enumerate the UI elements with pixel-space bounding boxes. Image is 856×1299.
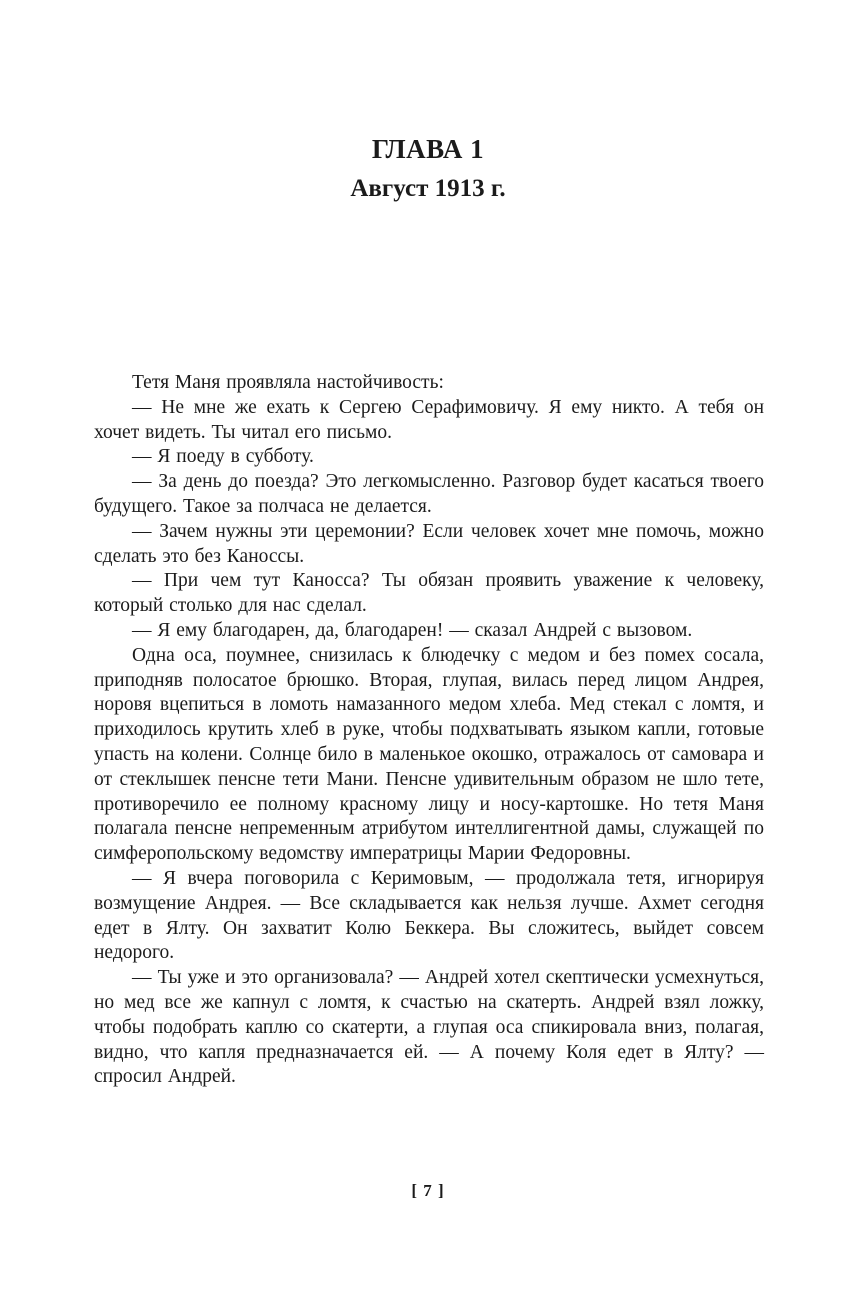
chapter-heading — [0, 134, 856, 203]
paragraph: Одна оса, поумнее, снизилась к блюдечку с медом и без помех сосала, приподняв полосатое брюшко. Вторая, глупая, вилась перед лицом Андрея, норовя вцепиться в ломоть намазанного медом хлеба. Мед стекал с ломтя, и приходилось крутить хлеб в руке, чтобы подхватывать языком капли, готовые упасть на колени. Солнце било в маленькое окошко, отражалось от самовара и от стеклышек пенсне тети Мани. Пенсне удивительным образом не шло тете, противоречило ее полному красному лицу и носу-картошке. Но тетя Маня полагала пенсне непременным атрибутом интеллигентной дамы, служащей по симферопольскому ведомству императрицы Марии Федоровны. — [94, 644, 764, 865]
paragraph: — Я поеду в субботу. — [132, 446, 314, 468]
page-footer — [0, 1181, 856, 1201]
body-text — [94, 371, 764, 1090]
chapter-subtitle: Август 1913 г. — [350, 175, 506, 202]
paragraph: — За день до поезда? Это легкомысленно. Разговор будет касаться твоего будущего. Такое за полчаса не делается. — [94, 471, 764, 517]
paragraph: Тетя Маня проявляла настойчивость: — [132, 372, 444, 393]
chapter-title: ГЛАВА 1 — [371, 134, 485, 164]
paragraph: — Зачем нужны эти церемонии? Если человек хочет мне помочь, можно сделать это без Каноссы. — [94, 520, 764, 567]
paragraph: — Я вчера поговорила с Керимовым, — продолжала тетя, игнорируя возмущение Андрея. — Все складывается как нельзя лучше. Ахмет сегодня едет в Ялту. Он захватит Колю Беккера. Вы сложитесь, выйдет совсем недорого. — [94, 867, 764, 964]
page-number: [ 7 ] — [411, 1181, 445, 1200]
paragraph: — Не мне же ехать к Сергею Серафимовичу. Я ему никто. А тебя он хочет видеть. Ты читал его письмо. — [94, 396, 764, 443]
paragraph: — При чем тут Каносса? Ты обязан проявить уважение к человеку, который столько для нас сделал. — [94, 570, 764, 617]
paragraph: — Ты уже и это организовала? — Андрей хотел скептически усмехнуться, но мед все же капнул с ломтя, к счастью на скатерть. Андрей взял ложку, чтобы подобрать каплю со скатерти, а глупая оса спикировала вниз, полагая, видно, что капля предназначается ей. — А почему Коля едет в Ялту? — спросил Андрей. — [94, 967, 764, 1088]
paragraph: — Я ему благодарен, да, благодарен! — сказал Андрей с вызовом. — [132, 619, 693, 641]
